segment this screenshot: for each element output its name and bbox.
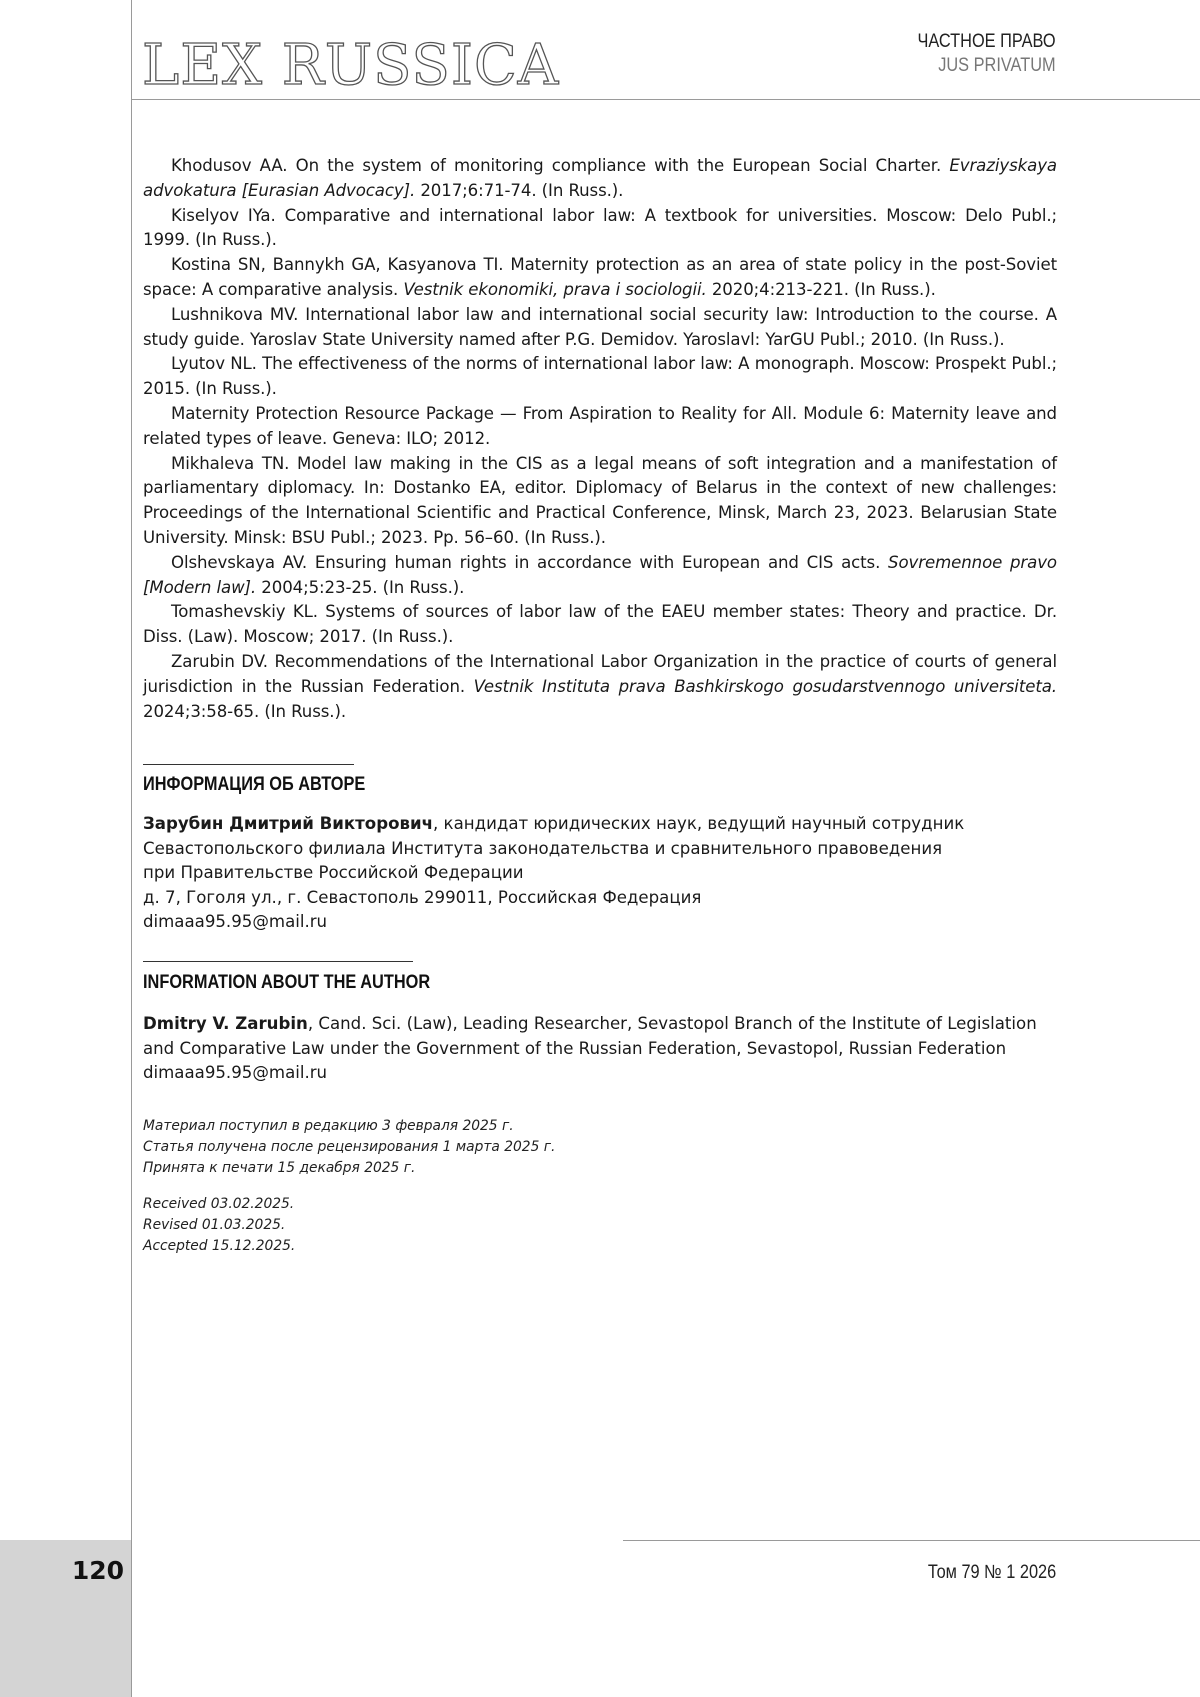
dates-ru <box>143 1116 555 1178</box>
author-en-heading: INFORMATION ABOUT THE AUTHOR <box>143 972 431 993</box>
reference-item: Olshevskaya AV. Ensuring human rights in accordance with European and CIS acts. Sovremennoe pravo [Modern law]. 2004;5:23-25. (In Russ.). <box>143 552 1057 597</box>
date-received-ru: Материал поступил в редакцию 3 февраля 2025 г. <box>143 1118 514 1134</box>
date-accepted-ru: Принята к печати 15 декабря 2025 г. <box>143 1159 416 1176</box>
author-name-ru: Зарубин Дмитрий Викторович <box>143 814 433 833</box>
page-number: 120 <box>71 1556 124 1585</box>
date-accepted-en: Accepted 15.12.2025. <box>143 1237 296 1254</box>
reference-item: Mikhaleva TN. Model law making in the CIS as a legal means of soft integration and a manifestation of parliamentary diplomacy. In: Dostanko EA, editor. Diplomacy of Belarus in the context of new challenges: Proceedings of the International Scientific and Practical Conference, Minsk, March 23, 2023. Belarusian State University. Minsk: BSU Publ.; 2023. Pp. 56–60. (In Russ.). <box>143 453 1057 547</box>
journal-logo: LEX RUSSICA <box>142 33 560 98</box>
reference-item: Lyutov NL. The effectiveness of the norms of international labor law: A monograph. Moscow: Prospekt Publ.; 2015. (In Russ.). <box>143 354 1057 399</box>
author-email-en[interactable]: dimaaa95.95@mail.ru <box>143 1063 328 1082</box>
references-list <box>143 154 1057 724</box>
author-en-rule <box>143 961 413 962</box>
reference-item: Kostina SN, Bannykh GA, Kasyanova TI. Maternity protection as an area of state policy in the post-Soviet space: A comparative analysis. Vestnik ekonomiki, prava i sociologii. 2020;4:213-221. (In Russ.). <box>143 255 1057 299</box>
author-info-en: Dmitry V. Zarubin, Cand. Sci. (Law), Leading Researcher, Sevastopol Branch of the Institute of Legislation and Comparative Law under the Government of the Russian Federation, Sevastopol, Russian Federation dimaaa95.95@mail.ru <box>143 1012 1063 1086</box>
author-affiliation-ru-cont: при Правительстве Российской Федерации <box>143 863 524 882</box>
dates-en <box>143 1194 295 1256</box>
author-email-ru[interactable]: dimaaa95.95@mail.ru <box>143 912 328 931</box>
reference-item: Zarubin DV. Recommendations of the International Labor Organization in the practice of courts of general jurisdiction in the Russian Federation. Vestnik Instituta prava Bashkirskogo gosudarstvennogo universiteta. 2024;3:58-65. (In Russ.). <box>143 651 1057 721</box>
author-address-ru: д. 7, Гоголя ул., г. Севастополь 299011, Российская Федерация <box>143 887 702 907</box>
reference-item: Khodusov AA. On the system of monitoring compliance with the European Social Charter. Evraziyskaya advokatura [Eurasian Advocacy]. 2017;6:71-74. (In Russ.). <box>143 156 1057 200</box>
author-info-ru: Зарубин Дмитрий Викторович, кандидат юридических наук, ведущий научный сотрудник Севастопольского филиала Института законодательства и сравнительного правоведения при Правительстве Российской Федерации д. 7, Гоголя ул., г. Севастополь 299011, Российская Федерация dimaaa95.95@mail.ru <box>143 812 1063 935</box>
footer-rule <box>623 1540 1200 1541</box>
left-margin-rule <box>131 0 132 1697</box>
author-affiliation-ru: Севастопольского филиала Института законодательства и сравнительного правоведения <box>143 838 943 858</box>
section-title <box>895 30 1056 78</box>
section-title-en: JUS PRIVATUM <box>938 54 1056 76</box>
author-affiliation-en: and Comparative Law under the Government of the Russian Federation, Sevastopol, Russian Federation <box>143 1038 1007 1058</box>
header-rule <box>131 99 1200 100</box>
reference-item: Tomashevskiy KL. Systems of sources of labor law of the EAEU member states: Theory and practice. Dr. Diss. (Law). Moscow; 2017. (In Russ.). <box>143 602 1057 647</box>
section-title-ru: ЧАСТНОЕ ПРАВО <box>917 31 1056 52</box>
author-ru-rule <box>143 764 354 765</box>
date-received-en: Received 03.02.2025. <box>143 1196 295 1212</box>
date-revised-en: Revised 01.03.2025. <box>143 1216 286 1233</box>
date-revised-ru: Статья получена после рецензирования 1 марта 2025 г. <box>143 1138 556 1155</box>
author-name-en: Dmitry V. Zarubin <box>143 1014 308 1033</box>
reference-item: Lushnikova MV. International labor law and international social security law: Introduction to the course. A study guide. Yaroslav State University named after P.G. Demidov. Yaroslavl: YarGU Publ.; 2010. (In Russ.). <box>143 304 1057 349</box>
issue-info: Том 79 № 1 2026 <box>927 1562 1056 1583</box>
reference-item: Maternity Protection Resource Package — From Aspiration to Reality for All. Module 6: Maternity leave and related types of leave. Geneva: ILO; 2012. <box>143 403 1057 448</box>
author-ru-heading: ИНФОРМАЦИЯ ОБ АВТОРЕ <box>143 774 366 795</box>
reference-item: Kiselyov IYa. Comparative and international labor law: A textbook for universities. Moscow: Delo Publ.; 1999. (In Russ.). <box>143 205 1057 250</box>
